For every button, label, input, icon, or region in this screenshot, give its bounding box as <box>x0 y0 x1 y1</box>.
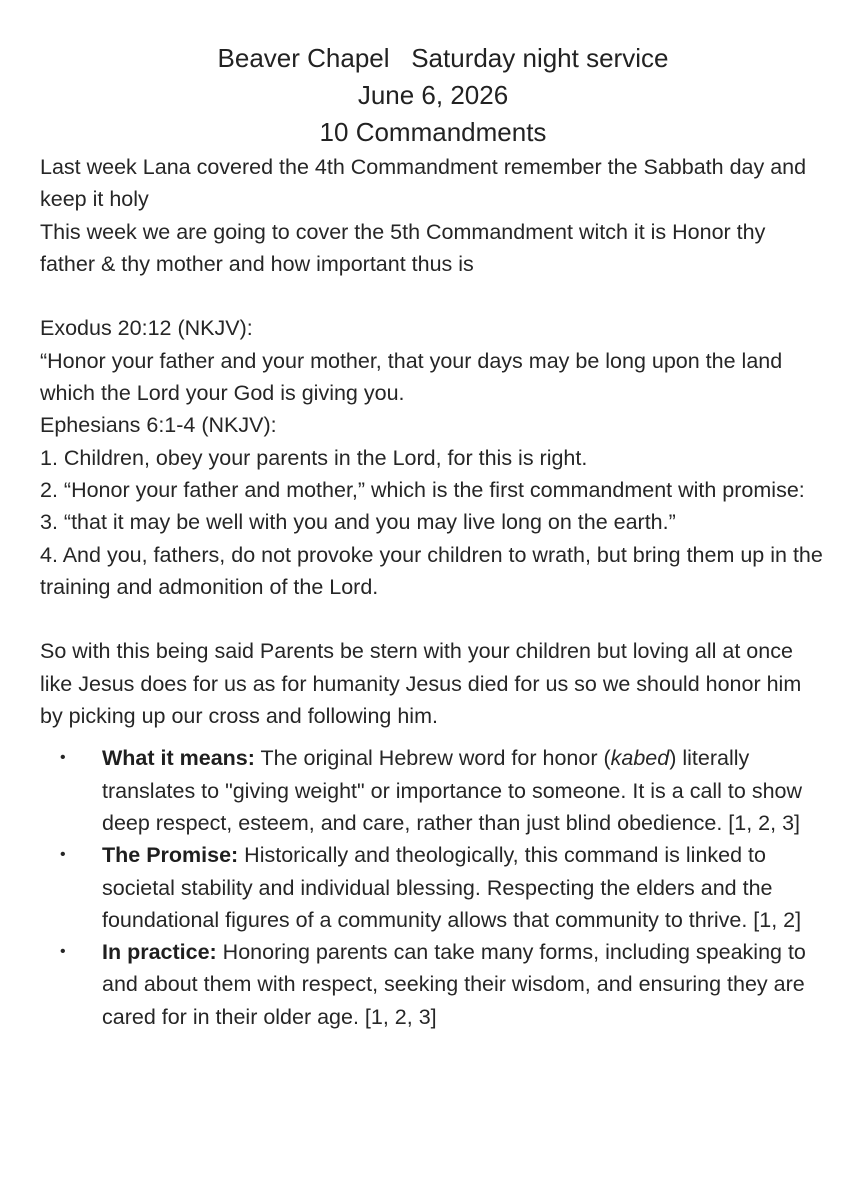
bullet-italic-term: kabed <box>610 746 670 771</box>
service-name: Saturday night service <box>411 43 669 73</box>
header-title-line <box>40 40 826 77</box>
sermon-topic: 10 Commandments <box>319 117 547 147</box>
ephesians-verse: 2. “Honor your father and mother,” which is the first commandment with promise: <box>40 477 805 502</box>
document-header <box>40 40 826 151</box>
bullet-text: Historically and theologically, this command is linked to societal stability and individual blessing. Respecting the elders and the foundational figures of a community allows that community to thrive. [1, 2] <box>102 843 802 932</box>
blank-line <box>40 603 826 635</box>
bullet-item <box>40 839 826 936</box>
reflection-paragraph: So with this being said Parents be stern with your children but loving all at once like Jesus does for us as for humanity Jesus died for us so we should honor him by picking up our cross and following him. <box>40 639 802 729</box>
service-date: June 6, 2026 <box>357 80 509 110</box>
bullet-dot: • <box>60 943 66 961</box>
church-name: Beaver Chapel <box>217 43 390 73</box>
bullet-item <box>40 936 826 1033</box>
bullet-dot: • <box>60 749 66 767</box>
bullet-list <box>40 742 826 1033</box>
ephesians-reference: Ephesians 6:1-4 (NKJV): <box>40 413 277 438</box>
intro-paragraph: Last week Lana covered the 4th Commandment remember the Sabbath day and keep it holy <box>40 155 807 212</box>
bullet-text: Honoring parents can take many forms, including speaking to and about them with respect, seeking their wisdom, and ensuring they are cared for in their older age. [1, 2, 3] <box>102 940 806 1029</box>
exodus-reference: Exodus 20:12 (NKJV): <box>40 316 253 341</box>
intro-paragraph: This week we are going to cover the 5th Commandment witch it is Honor thy father & thy mother and how important thus is <box>40 219 766 276</box>
ephesians-verse: 1. Children, obey your parents in the Lord, for this is right. <box>40 445 588 470</box>
ephesians-verse: 4. And you, fathers, do not provoke your children to wrath, but bring them up in the training and admonition of the Lord. <box>40 542 823 599</box>
bullet-label: The Promise: <box>102 843 239 868</box>
bullet-label: In practice: <box>102 940 217 965</box>
ephesians-verse: 3. “that it may be well with you and you may live long on the earth.” <box>40 510 676 535</box>
bullet-label: What it means: <box>102 746 255 771</box>
exodus-text: “Honor your father and your mother, that your days may be long upon the land which the Lord your God is giving you. <box>40 348 783 406</box>
bullet-dot: • <box>60 846 66 864</box>
bullet-item <box>40 742 826 839</box>
bullet-text: ) literally translates to "giving weight" or importance to someone. It is a call to show deep respect, esteem, and care, rather than just blind obedience. [1, 2, 3] <box>102 746 803 835</box>
bullet-text: The original Hebrew word for honor ( <box>254 746 611 771</box>
document-body <box>40 151 826 732</box>
blank-line <box>40 280 826 312</box>
